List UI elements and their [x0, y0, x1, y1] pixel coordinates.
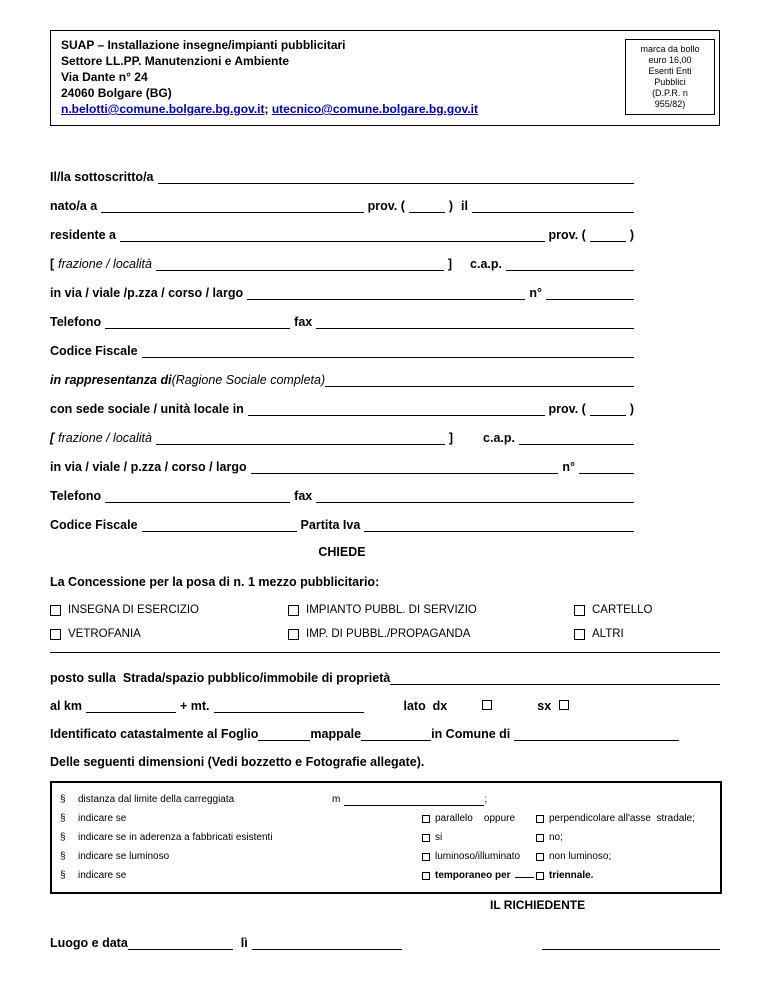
option-label: CARTELLO: [592, 604, 653, 616]
blank-km[interactable]: [86, 711, 176, 713]
option-insegna-esercizio[interactable]: [50, 603, 288, 617]
options-row-1: [50, 603, 720, 617]
spec-row-durata: [60, 866, 712, 885]
blank-cap-2[interactable]: [519, 443, 634, 445]
blank-temporaneo-durata[interactable]: [515, 876, 534, 878]
label-paren: ): [448, 199, 454, 213]
chiede-heading: CHIEDE: [318, 545, 366, 559]
label-dimensioni: Delle seguenti dimensioni (Vedi bozzetto e Fotografie allegate).: [50, 755, 425, 769]
label-bracket-open: [: [50, 431, 55, 445]
section-mark: §: [60, 851, 66, 862]
write-in-line[interactable]: [50, 651, 720, 653]
option-si[interactable]: [422, 832, 536, 843]
letterhead: [50, 30, 720, 126]
label-foglio: Identificato catastalmente al Foglio: [50, 727, 259, 741]
office-dept: Settore LL.PP. Manutenzioni e Ambiente: [61, 54, 290, 68]
stamp-line: euro 16,00: [648, 55, 692, 65]
option-label: IMP. DI PUBBL./PROPAGANDA: [306, 628, 471, 640]
option-vetrofania[interactable]: [50, 627, 288, 641]
section-mark: §: [60, 794, 66, 805]
line-frazione-2: [50, 429, 634, 445]
richiedente-heading: IL RICHIEDENTE: [490, 898, 586, 912]
line-nato: [50, 197, 634, 213]
blank-firma[interactable]: [542, 948, 720, 950]
option-cartello[interactable]: [574, 603, 720, 617]
label-lato-dx: lato dx: [403, 699, 448, 713]
blank-strada[interactable]: [390, 683, 720, 685]
checkbox-icon[interactable]: [422, 815, 430, 823]
label-codice-fiscale: Codice Fiscale: [50, 344, 138, 358]
line-rappresentanza: [50, 371, 634, 387]
label-numero: n°: [562, 460, 575, 474]
line-dimensioni: [50, 753, 720, 769]
checkbox-icon[interactable]: [50, 605, 61, 616]
blank-mappale[interactable]: [361, 739, 431, 741]
section-mark: §: [60, 813, 66, 824]
blank-data[interactable]: [252, 948, 402, 950]
spec-label: indicare se: [78, 813, 127, 824]
checkbox-icon[interactable]: [536, 834, 544, 842]
line-posto: [50, 669, 720, 685]
email-link-2[interactable]: utecnico@comune.bolgare.bg.gov.it: [271, 102, 478, 116]
label-il: il: [461, 199, 468, 213]
blank-cap-1[interactable]: [506, 269, 634, 271]
option-parallelo[interactable]: [422, 813, 536, 824]
office-city: 24060 Bolgare (BG): [61, 86, 172, 100]
letterhead-text: [61, 37, 478, 117]
label-sottoscritto: Il/la sottoscritto/a: [50, 170, 154, 184]
blank-telefono-1[interactable]: [105, 327, 290, 329]
section-mark: §: [60, 870, 66, 881]
blank-mt[interactable]: [214, 711, 364, 713]
label-luogo-data: Luogo e data: [50, 936, 128, 950]
stamp-line: Pubblici: [654, 77, 686, 87]
blank-partita-iva[interactable]: [364, 530, 634, 532]
label-cap: c.a.p.: [470, 257, 502, 271]
blank-via-2[interactable]: [251, 472, 559, 474]
option-label: IMPIANTO PUBBL. DI SERVIZIO: [306, 604, 477, 616]
checkbox-icon[interactable]: [574, 629, 585, 640]
checkbox-lato-sx[interactable]: [559, 700, 569, 710]
checkbox-icon[interactable]: [422, 853, 430, 861]
checkbox-icon[interactable]: [536, 853, 544, 861]
option-non-luminoso[interactable]: [536, 851, 712, 862]
label-frazione: frazione / località: [58, 257, 152, 271]
stamp-line: Esenti Enti: [648, 66, 692, 76]
label-codice-fiscale: Codice Fiscale: [50, 518, 138, 532]
label-bracket-close: ]: [448, 431, 454, 445]
line-telefono-1: [50, 313, 634, 329]
label-nato: nato/a a: [50, 199, 98, 213]
blank-residenza[interactable]: [120, 240, 545, 242]
label-partita-iva: Partita Iva: [300, 518, 361, 532]
label-cap: c.a.p.: [483, 431, 515, 445]
label-prov: prov. (: [548, 402, 586, 416]
option-label: no;: [549, 832, 563, 843]
blank-distanza-m[interactable]: [344, 804, 484, 806]
spec-row-orientamento: [60, 809, 712, 828]
stamp-line: (D.P.R. n: [652, 88, 688, 98]
line-frazione-1: [50, 255, 634, 271]
blank-luogo-data[interactable]: [128, 948, 233, 950]
label-ragione-sociale: (Ragione Sociale completa): [171, 373, 326, 387]
label-fax: fax: [294, 489, 313, 503]
option-triennale[interactable]: [536, 870, 712, 881]
option-label: perpendicolare all'asse stradale;: [549, 813, 695, 824]
option-no[interactable]: [536, 832, 712, 843]
spec-label: indicare se luminoso: [78, 851, 170, 862]
checkbox-icon[interactable]: [50, 629, 61, 640]
checkbox-icon[interactable]: [574, 605, 585, 616]
label-numero: n°: [529, 286, 542, 300]
blank-via-1[interactable]: [247, 298, 525, 300]
option-temporaneo[interactable]: [422, 870, 536, 881]
blank-fax-1[interactable]: [316, 327, 634, 329]
spec-unit: m: [332, 794, 341, 805]
option-imp-propaganda[interactable]: [288, 627, 574, 641]
blank-codice-fiscale-1[interactable]: [142, 356, 634, 358]
spec-row-luminoso: [60, 847, 712, 866]
office-emails: [61, 101, 478, 117]
label-frazione: frazione / località: [58, 431, 152, 445]
office-street: Via Dante n° 24: [61, 70, 148, 84]
signature-section: [50, 934, 720, 950]
office-title: SUAP – Installazione insegne/impianti pubblicitari: [61, 38, 346, 52]
blank-data-nascita[interactable]: [472, 211, 634, 213]
blank-frazione-1[interactable]: [156, 269, 444, 271]
blank-foglio[interactable]: [258, 739, 310, 741]
line-sottoscritto: [50, 168, 634, 184]
stamp-line: 955/82): [654, 99, 686, 109]
option-label: triennale.: [549, 870, 594, 881]
spec-label: indicare se in aderenza a fabbricati esistenti: [78, 832, 273, 843]
label-residente: residente a: [50, 228, 117, 242]
blank-prov-nascita[interactable]: [409, 211, 445, 213]
label-telefono: Telefono: [50, 315, 102, 329]
concessione-text: La Concessione per la posa di n. 1 mezzo pubblicitario:: [50, 575, 380, 589]
label-sede: con sede sociale / unità locale in: [50, 402, 244, 416]
stamp-box: [625, 39, 715, 115]
option-label: non luminoso;: [549, 851, 612, 862]
checkbox-icon[interactable]: [288, 629, 299, 640]
line-km: [50, 697, 720, 713]
stamp-line: marca da bollo: [640, 44, 700, 54]
blank-frazione-2[interactable]: [156, 443, 445, 445]
options-row-2: [50, 627, 720, 641]
option-altri[interactable]: [574, 627, 720, 641]
label-prov: prov. (: [367, 199, 405, 213]
option-perpendicolare[interactable]: [536, 813, 712, 824]
location-section: [50, 669, 720, 769]
blank-sede[interactable]: [248, 414, 545, 416]
label-paren: ): [629, 228, 634, 242]
email-separator: ;: [264, 102, 269, 116]
options-grid: [50, 603, 720, 641]
checkbox-icon[interactable]: [536, 815, 544, 823]
blank-sottoscritto[interactable]: [158, 182, 635, 184]
label-via-1: in via / viale /p.zza / corso / largo: [50, 286, 244, 300]
label-posto: posto sulla Strada/spazio pubblico/immobile di proprietà: [50, 671, 391, 685]
option-label: temporaneo per: [435, 870, 511, 881]
section-mark: §: [60, 832, 66, 843]
line-residente: [50, 226, 634, 242]
label-al-km: al km: [50, 699, 82, 713]
line-catasto: [50, 725, 720, 741]
label-sx: sx: [537, 699, 552, 713]
line-sede: [50, 400, 634, 416]
label-bracket-close: ]: [447, 257, 453, 271]
label-via-2: in via / viale / p.zza / corso / largo: [50, 460, 247, 474]
option-label: luminoso/illuminato: [435, 851, 521, 862]
label-fax: fax: [294, 315, 313, 329]
label-prov: prov. (: [548, 228, 586, 242]
blank-ragione-sociale[interactable]: [325, 385, 634, 387]
label-comune: in Comune di: [431, 727, 511, 741]
blank-numero-1[interactable]: [546, 298, 634, 300]
spec-punct: ;: [484, 794, 488, 805]
specs-box: [50, 781, 722, 894]
spec-row-distanza: [60, 790, 712, 809]
line-via-1: [50, 284, 634, 300]
label-li: lì: [240, 936, 248, 950]
blank-telefono-2[interactable]: [105, 501, 290, 503]
option-luminoso[interactable]: [422, 851, 536, 862]
option-label: ALTRI: [592, 628, 624, 640]
line-cf-1: [50, 342, 634, 358]
label-telefono: Telefono: [50, 489, 102, 503]
option-label: si: [435, 832, 443, 843]
label-bracket-open: [: [50, 257, 55, 271]
label-paren: ): [629, 402, 634, 416]
spec-label: indicare se: [78, 870, 127, 881]
label-rappresentanza: in rappresentanza di: [50, 373, 172, 387]
label-mappale: mappale: [310, 727, 362, 741]
option-label: VETROFANIA: [68, 628, 141, 640]
email-link-1[interactable]: n.belotti@comune.bolgare.bg.gov.it: [61, 102, 265, 116]
blank-comune[interactable]: [514, 739, 679, 741]
label-mt: + mt.: [179, 699, 210, 713]
blank-prov-sede[interactable]: [590, 414, 626, 416]
line-cf-2: [50, 516, 634, 532]
checkbox-icon[interactable]: [536, 872, 544, 880]
checkbox-icon[interactable]: [422, 834, 430, 842]
blank-prov-residenza[interactable]: [590, 240, 626, 242]
option-label: INSEGNA DI ESERCIZIO: [68, 604, 199, 616]
spec-row-aderenza: [60, 828, 712, 847]
option-label: parallelo oppure: [435, 813, 516, 824]
blank-fax-2[interactable]: [316, 501, 634, 503]
applicant-section: [50, 168, 634, 532]
spec-label: distanza dal limite della carreggiata: [78, 794, 235, 805]
blank-numero-2[interactable]: [579, 472, 634, 474]
blank-luogo-nascita[interactable]: [101, 211, 363, 213]
line-via-2: [50, 458, 634, 474]
blank-codice-fiscale-2[interactable]: [142, 530, 297, 532]
checkbox-icon[interactable]: [288, 605, 299, 616]
line-luogo-data: [50, 934, 720, 950]
checkbox-icon[interactable]: [422, 872, 430, 880]
line-telefono-2: [50, 487, 634, 503]
option-impianto-servizio[interactable]: [288, 603, 574, 617]
checkbox-lato-dx[interactable]: [482, 700, 492, 710]
